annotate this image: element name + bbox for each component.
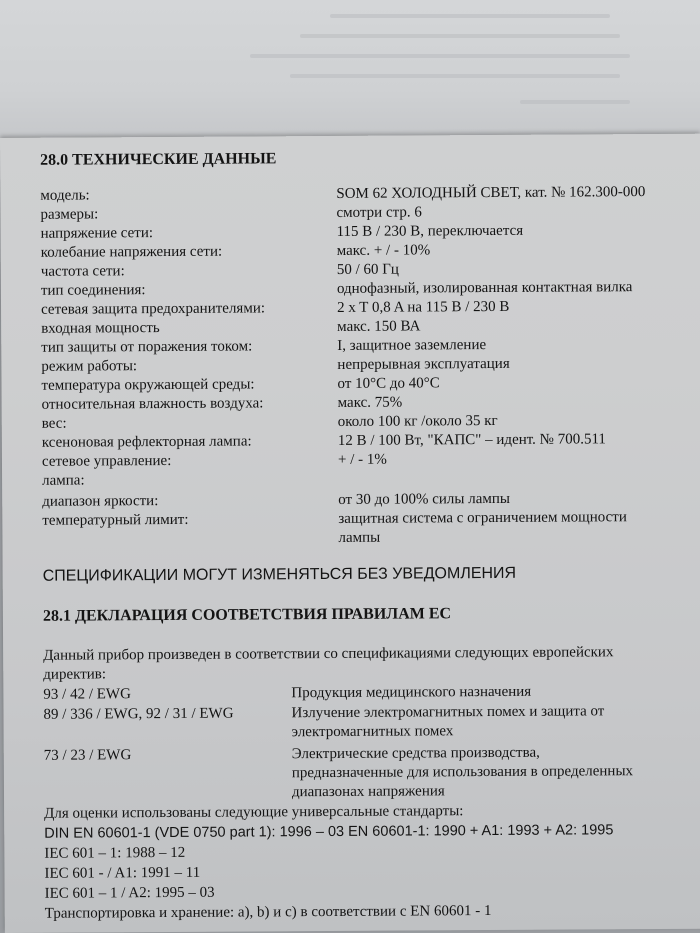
spec-label: относительная влажность воздуха:	[41, 395, 264, 413]
section-heading-28-0: 28.0 ТЕХНИЧЕСКИЕ ДАННЫЕ	[40, 150, 277, 169]
spec-label: модель:	[40, 187, 90, 204]
spec-label: лампа:	[42, 472, 85, 489]
spec-value: непрерывная эксплуатация	[337, 355, 510, 373]
spec-label: частота сети:	[40, 263, 125, 280]
spec-label: диапазон яркости:	[42, 493, 159, 510]
show-through-text-line	[250, 54, 630, 58]
spec-value: 115 В / 230 В, переключается	[336, 222, 524, 240]
standards-intro: Для оценки использованы следующие универсальные стандарты:	[44, 803, 464, 822]
standard-item: IEC 601 – 1 / A2: 1995 – 03	[44, 884, 215, 902]
spec-label: сетевая защита предохранителями:	[41, 300, 266, 318]
show-through-text-line	[330, 14, 610, 18]
directive-code: 93 / 42 / EWG	[43, 686, 131, 703]
spec-label: температурный лимит:	[42, 511, 189, 529]
show-through-text-line	[290, 74, 620, 78]
spec-label: сетевое управление:	[41, 452, 172, 470]
spec-label: напряжение сети:	[40, 225, 154, 242]
spec-value: от 30 до 100% силы лампы	[338, 490, 510, 508]
spec-value: защитная система с ограничением мощности	[338, 509, 627, 527]
directive-description: электромагнитных помех	[291, 723, 454, 741]
directive-description: предназначенные для использования в определенных	[291, 763, 634, 782]
spec-value: SOM 62 ХОЛОДНЫЙ СВЕТ, кат. № 162.300-000	[336, 184, 646, 202]
spec-value: смотри стр. 6	[336, 204, 422, 221]
spec-label: тип защиты от поражения током:	[41, 338, 253, 356]
transport-storage-note: Транспортировка и хранение: a), b) и c) в соответствии с EN 60601 - 1	[44, 903, 492, 922]
spec-value: макс. + / - 10%	[336, 242, 431, 259]
section-heading-28-1: 28.1 ДЕКЛАРАЦИЯ СООТВЕТСТВИЯ ПРАВИЛАМ ЕС	[42, 605, 452, 625]
spec-value: 50 / 60 Гц	[336, 261, 399, 278]
spec-label: колебание напряжения сети:	[40, 243, 223, 261]
spec-label: размеры:	[40, 206, 99, 223]
spec-label: входная мощность	[41, 320, 160, 337]
directive-description: Электрические средства производства,	[291, 744, 540, 763]
directive-code: 73 / 23 / EWG	[43, 747, 132, 764]
spec-label: температура окружающей среды:	[41, 376, 255, 394]
show-through-text-line	[520, 100, 630, 104]
declaration-intro: Данный прибор произведен в соответствии со спецификациями следующих европейских	[43, 644, 614, 664]
spec-label: вес:	[41, 415, 67, 432]
spec-label: тип соединения:	[40, 282, 146, 299]
underlying-page	[0, 0, 700, 150]
spec-value: от 10°С до 40°С	[337, 375, 440, 392]
directive-description: Излучение электромагнитных помех и защита от	[291, 703, 605, 722]
spec-label: ксеноновая рефлекторная лампа:	[41, 433, 252, 451]
spec-value: около 100 кг /около 35 кг	[337, 412, 498, 430]
spec-value: однофазный, изолированная контактная вилка	[336, 279, 633, 297]
standard-item: DIN EN 60601-1 (VDE 0750 part 1): 1996 – 03 EN 60601-1: 1990 + A1: 1993 + A2: 1995	[44, 822, 614, 842]
spec-value-continuation: лампы	[338, 529, 381, 546]
standard-item: IEC 601 - / A1: 1991 – 11	[44, 864, 201, 882]
standard-item: IEC 601 – 1: 1988 – 12	[44, 844, 186, 862]
document-page	[0, 134, 700, 933]
spec-value: 12 В / 100 Вт, "КАПС" – идент. № 700.511	[337, 431, 606, 449]
spec-value: 2 x T 0,8 A на 115 В / 230 В	[336, 298, 510, 316]
spec-value: I, защитное заземление	[337, 337, 487, 354]
spec-value: + / - 1%	[337, 451, 387, 468]
spec-label: режим работы:	[41, 358, 138, 375]
spec-value: макс. 150 ВА	[337, 318, 421, 335]
directive-description: диапазонах напряжения	[291, 783, 445, 801]
directive-code: 89 / 336 / EWG, 92 / 31 / EWG	[43, 705, 234, 723]
directive-description: Продукция медицинского назначения	[291, 683, 532, 702]
spec-value: макс. 75%	[337, 394, 403, 411]
show-through-text-line	[300, 34, 620, 38]
specifications-notice: СПЕЦИФИКАЦИИ МОГУТ ИЗМЕНЯТЬСЯ БЕЗ УВЕДОМЛЕНИЯ	[42, 564, 517, 585]
declaration-intro-continuation: директив:	[43, 666, 107, 683]
